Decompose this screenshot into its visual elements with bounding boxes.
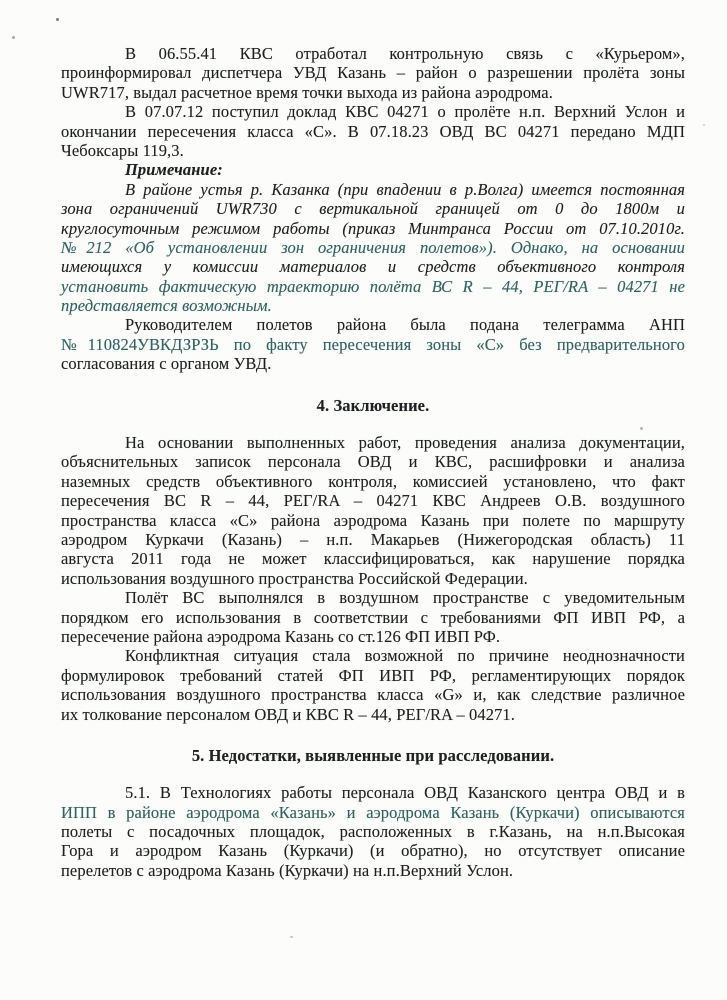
text-line: На основании выполненных работ, проведения анализа документации, xyxy=(125,433,685,453)
text-line: аэродром Куркачи (Казань) – н.п. Макарьев (Нижегородская область) 11 xyxy=(61,529,685,549)
text-line: их толкование персоналом ОВД и КВС R – 44, РЕГ/RA – 04271. xyxy=(61,704,515,724)
text-line: 5.1. В Технологиях работы персонала ОВД Казанского центра ОВД и в xyxy=(125,783,685,803)
text-line: августа 2011 года не может классифицироваться, как нарушение порядка xyxy=(61,549,685,569)
paragraph xyxy=(61,102,685,160)
scan-speckle xyxy=(56,18,59,21)
text-line: Руководителем полетов района была подана телеграмма АНП xyxy=(125,315,685,335)
text-line: использования воздушного пространства класса «G» и, как следствие различное xyxy=(61,685,685,705)
text-line: В 07.07.12 поступил доклад КВС 04271 о пролёте н.п. Верхний Услон и xyxy=(125,102,685,122)
text-line: ИПП в районе аэродрома «Казань» и аэродрома Казань (Куркачи) описываются xyxy=(61,802,685,822)
note-heading xyxy=(61,160,685,179)
text-line: В районе устья р. Казанка (при впадении в р.Волга) имеется постоянная xyxy=(125,179,685,199)
text-line: порядком его использования в соответствии с требованиями ФП ИВП РФ, а xyxy=(61,607,685,627)
text-line: объяснительных записок персонала ОВД и КВС, расшифровки и анализа xyxy=(61,452,685,472)
text-line: пересечения ВС R – 44, РЕГ/RA – 04271 КВС Андреев О.В. воздушного xyxy=(61,491,685,511)
text-line: использования воздушного пространства Российской Федерации. xyxy=(61,568,528,588)
text-line: полеты с посадочных площадок, расположенных в г.Казань, на н.п.Высокая xyxy=(61,822,685,842)
section-heading xyxy=(61,396,685,415)
scan-speckle xyxy=(12,36,15,39)
text-line: окончании пересечения класса «С». В 07.18.23 ОВД ВС 04271 передано МДП xyxy=(61,121,685,141)
text-line: имеющихся у комиссии материалов и средств объективного контроля xyxy=(61,257,685,277)
text-line: пространства класса «С» района аэродрома Казань при полете по маршруту xyxy=(61,510,685,530)
note xyxy=(61,180,685,316)
text-line: UWR717, выдал расчетное время точки выхода из района аэродрома. xyxy=(61,82,553,102)
scan-speckle xyxy=(703,124,705,126)
text-line: В 06.55.41 КВС отработал контрольную связь с «Курьером», xyxy=(125,44,685,63)
text-line: 4. Заключение. xyxy=(316,395,430,415)
text-line: установить фактическую траекторию полёта ВС R – 44, РЕГ/RA – 04271 не xyxy=(61,276,685,296)
text-line: зона ограничений UWR730 с вертикальной границей от 0 до 1800м и xyxy=(61,199,685,219)
text-line: наземных средств объективного контроля, комиссией установлено, что факт xyxy=(61,471,685,491)
text-line: согласования с органом УВД. xyxy=(61,354,272,374)
text-line: перелетов с аэродрома Казань (Куркачи) на н.п.Верхний Услон. xyxy=(61,860,514,880)
paragraph xyxy=(61,783,685,880)
text-line: формулировок требований статей ФП ИВП РФ, регламентирующих порядок xyxy=(61,665,685,685)
text-line: пересечение района аэродрома Казань со ст.126 ФП ИВП РФ. xyxy=(61,626,501,646)
text-line: Конфликтная ситуация стала возможной по причине неоднозначности xyxy=(125,646,685,666)
paragraph xyxy=(61,433,685,588)
paragraph xyxy=(61,646,685,724)
section-heading xyxy=(61,746,685,765)
scan-speckle xyxy=(640,427,643,430)
document-text xyxy=(61,44,685,880)
paragraph xyxy=(61,315,685,373)
scan-speckle xyxy=(290,936,293,938)
text-line: Полёт ВС выполнялся в воздушном пространстве с уведомительным xyxy=(125,588,685,608)
text-line: №212 «Об установлении зон ограничения полетов»). Однако, на основании xyxy=(61,237,685,257)
text-line: Гора и аэродром Казань (Куркачи) (и обратно), но отсутствует описание xyxy=(61,841,685,861)
text-line: №110824УВКДЗРЗЬ по факту пересечения зоны «С» без предварительного xyxy=(61,334,685,354)
text-line: Чебоксары 119,3. xyxy=(61,140,184,160)
paragraph xyxy=(61,588,685,646)
paragraph xyxy=(61,44,685,102)
text-line: представляется возможным. xyxy=(61,296,272,316)
text-line: круглосуточным режимом работы (приказ Минтранса России от 07.10.2010г. xyxy=(61,218,685,238)
text-line: проинформировал диспетчера УВД Казань – район о разрешении пролёта зоны xyxy=(61,63,685,83)
text-line: 5. Недостатки, выявленные при расследовании. xyxy=(191,745,555,765)
text-line: Примечание: xyxy=(125,160,223,180)
